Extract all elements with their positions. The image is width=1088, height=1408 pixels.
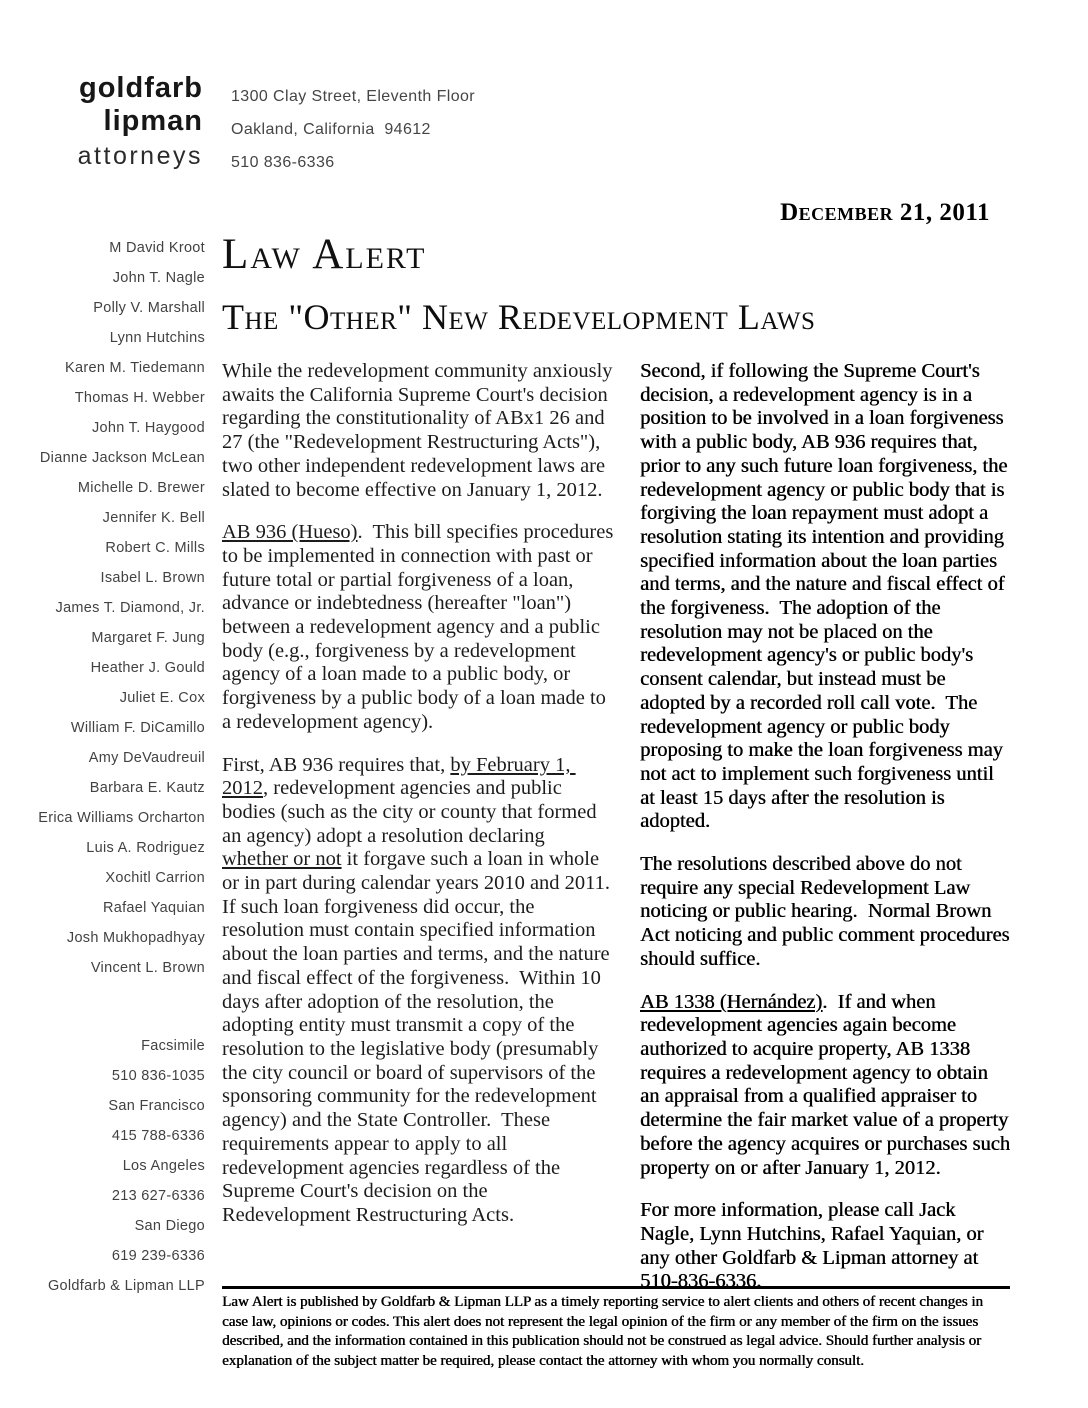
list-item: Karen M. Tiedemann bbox=[65, 360, 205, 376]
list-item: Barbara E. Kautz bbox=[89, 780, 205, 796]
list-item: Rafael Yaquian bbox=[102, 900, 205, 916]
underlined-text: AB 936 (Hueso) bbox=[222, 521, 358, 544]
list-item: Luis A. Rodriguez bbox=[86, 840, 205, 856]
list-item: John T. Nagle bbox=[112, 270, 205, 286]
logo-word-lipman: lipman bbox=[103, 105, 203, 137]
underlined-text: AB 1338 (Hernández) bbox=[640, 990, 823, 1013]
disclaimer-text: Law Alert is published by Goldfarb & Lipman LLP as a timely reporting service to alert clients and others of recent changes in case law, opinions or codes. This alert does not represent the legal opinion of the firm or any member of the firm on the issues described, and the information contained in this publication should not be construed as legal advice. Should further analysis or explanation of the subject matter be required, please contact the attorney with whom you normally consult. bbox=[222, 1294, 987, 1369]
list-item: Vincent L. Brown bbox=[90, 960, 205, 976]
list-item: Oakland, California 94612 bbox=[231, 121, 431, 138]
office-contact-list bbox=[0, 1031, 205, 1271]
paragraph-ab936-second bbox=[640, 360, 1012, 834]
text-run: The resolutions described above do not require any special Redevelopment Law noticing or public hearing. Normal Brown Act noticing and public comment procedures should suffice. bbox=[640, 853, 1015, 970]
logo-word-attorneys: attorneys bbox=[77, 142, 203, 170]
article-body bbox=[222, 360, 1016, 1313]
list-item: John T. Haygood bbox=[91, 420, 205, 436]
right-column bbox=[640, 360, 1016, 1313]
list-item: Xochitl Carrion bbox=[105, 870, 205, 886]
text-run: Second, if following the Supreme Court's decision, a redevelopment agency is in a position to be involved in a loan forgiveness with a public body, AB 936 requires that, prior to any such future loan forgiveness, the redevelopment agency or public body that is forgiving the loan repayment must adopt a resolution stating its intention and providing specified information about the loan parties and terms, and the nature and fiscal effect of the forgiveness. The adoption of the resolution may not be placed on the redevelopment agency's or public body's consent calendar, but instead must be adopted by a recorded roll call vote. The redevelopment agency or public body proposing to make the loan forgiveness may not act to implement such forgiveness until at least 15 days after the resolution is adopted. bbox=[640, 360, 1013, 833]
list-item: Dianne Jackson McLean bbox=[39, 450, 205, 466]
paragraph-intro bbox=[222, 360, 618, 502]
list-item: 510 836-6336 bbox=[231, 154, 335, 171]
list-item: 619 239-6336 bbox=[111, 1248, 205, 1264]
firm-logo bbox=[20, 72, 203, 175]
paragraph-more-info bbox=[640, 1199, 1012, 1294]
paragraph-resolutions bbox=[640, 853, 1015, 972]
list-item: Juliet E. Cox bbox=[119, 690, 205, 706]
publication-date: December 21, 2011 bbox=[780, 199, 990, 226]
list-item: San Diego bbox=[134, 1218, 205, 1234]
text-run: . This bill specifies procedures to be implemented in connection with past or future total or partial forgiveness of a loan, advance or indebtedness (hereafter "loan") between a redevelopment agency and a public body (e.g., forgiveness by a redevelopment agency of a loan made to a public body, or forgiveness by a public body of a loan made to a redevelopment agency). bbox=[222, 521, 619, 733]
text-run: it forgave such a loan in whole or in part during calendar years 2010 and 2011. If such loan forgiveness did occur, the resolution must contain specified information about the loan parties and terms, and the nature and fiscal effect of the forgiveness. Within 10 days after adoption of the resolution, the adopting entity must transmit a copy of the resolution to the legislative body (presumably the city council or board of supervisors of the sponsoring community for the redevelopment agency) and the State Controller. These requirements appear to apply to all redevelopment agencies regardless of the Supreme Court's decision on the Redevelopment Restructuring Acts. bbox=[222, 848, 621, 1226]
list-item: Polly V. Marshall bbox=[93, 300, 205, 316]
list-item: Amy DeVaudreuil bbox=[88, 750, 205, 766]
list-item: Jennifer K. Bell bbox=[102, 510, 205, 526]
list-item: 510 836-1035 bbox=[111, 1068, 205, 1084]
list-item: Los Angeles bbox=[122, 1158, 205, 1174]
list-item: Michelle D. Brewer bbox=[77, 480, 205, 496]
paragraph-ab936 bbox=[222, 521, 619, 734]
text-run: While the redevelopment community anxiously awaits the California Supreme Court's decision regarding the constitutionality of ABx1 26 and 27 (the "Redevelopment Restructuring Acts"), two other independent redevelopment laws are slated to become effective on January 1, 2012. bbox=[222, 360, 618, 501]
underlined-text: whether or not bbox=[222, 848, 342, 871]
attorney-list bbox=[0, 233, 205, 983]
text-run: , redevelopment agencies and public bodies (such as the city or county that formed an agency) adopt a resolution declaring bbox=[222, 777, 602, 847]
list-item: Facsimile bbox=[141, 1038, 205, 1054]
article-subtitle: The "Other" New Redevelopment Laws bbox=[222, 297, 816, 337]
list-item: Thomas H. Webber bbox=[74, 390, 205, 406]
list-item: Isabel L. Brown bbox=[100, 570, 205, 586]
list-item: M David Kroot bbox=[109, 240, 205, 256]
firm-name: Goldfarb & Lipman LLP bbox=[47, 1278, 205, 1294]
list-item: William F. DiCamillo bbox=[70, 720, 205, 736]
list-item: Josh Mukhopadhyay bbox=[66, 930, 205, 946]
underlined-text: by February 1, 2012 bbox=[222, 753, 576, 800]
logo-word-goldfarb: goldfarb bbox=[79, 72, 203, 104]
list-item: San Francisco bbox=[108, 1098, 205, 1114]
list-item: 1300 Clay Street, Eleventh Floor bbox=[231, 88, 476, 105]
firm-address bbox=[231, 80, 475, 179]
paragraph-ab1338 bbox=[640, 990, 1016, 1181]
list-item: 415 788-6336 bbox=[111, 1128, 205, 1144]
text-run: For more information, please call Jack Nagle, Lynn Hutchins, Rafael Yaquian, or any other Goldfarb & Lipman attorney at 510-836-6336. bbox=[640, 1199, 989, 1293]
left-column bbox=[222, 360, 621, 1313]
page-title: Law Alert bbox=[222, 231, 427, 278]
list-item: Heather J. Gould bbox=[90, 660, 205, 676]
list-item: Robert C. Mills bbox=[105, 540, 205, 556]
footer bbox=[222, 1286, 1010, 1371]
list-item: 213 627-6336 bbox=[111, 1188, 205, 1204]
text-run: First, AB 936 requires that, bbox=[222, 753, 451, 776]
list-item: James T. Diamond, Jr. bbox=[55, 600, 205, 616]
list-item: Margaret F. Jung bbox=[91, 630, 205, 646]
paragraph-ab936-first bbox=[222, 753, 621, 1228]
list-item: Lynn Hutchins bbox=[109, 330, 205, 346]
list-item: Erica Williams Orcharton bbox=[38, 810, 205, 826]
text-run: . If and when redevelopment agencies again become authorized to acquire property, AB 1338 requires a redevelopment agency to obtain an appraisal from a qualified appraiser to determine the fair market value of a property before the agency acquires or purchases such property on or after January 1, 2012. bbox=[640, 990, 1016, 1179]
